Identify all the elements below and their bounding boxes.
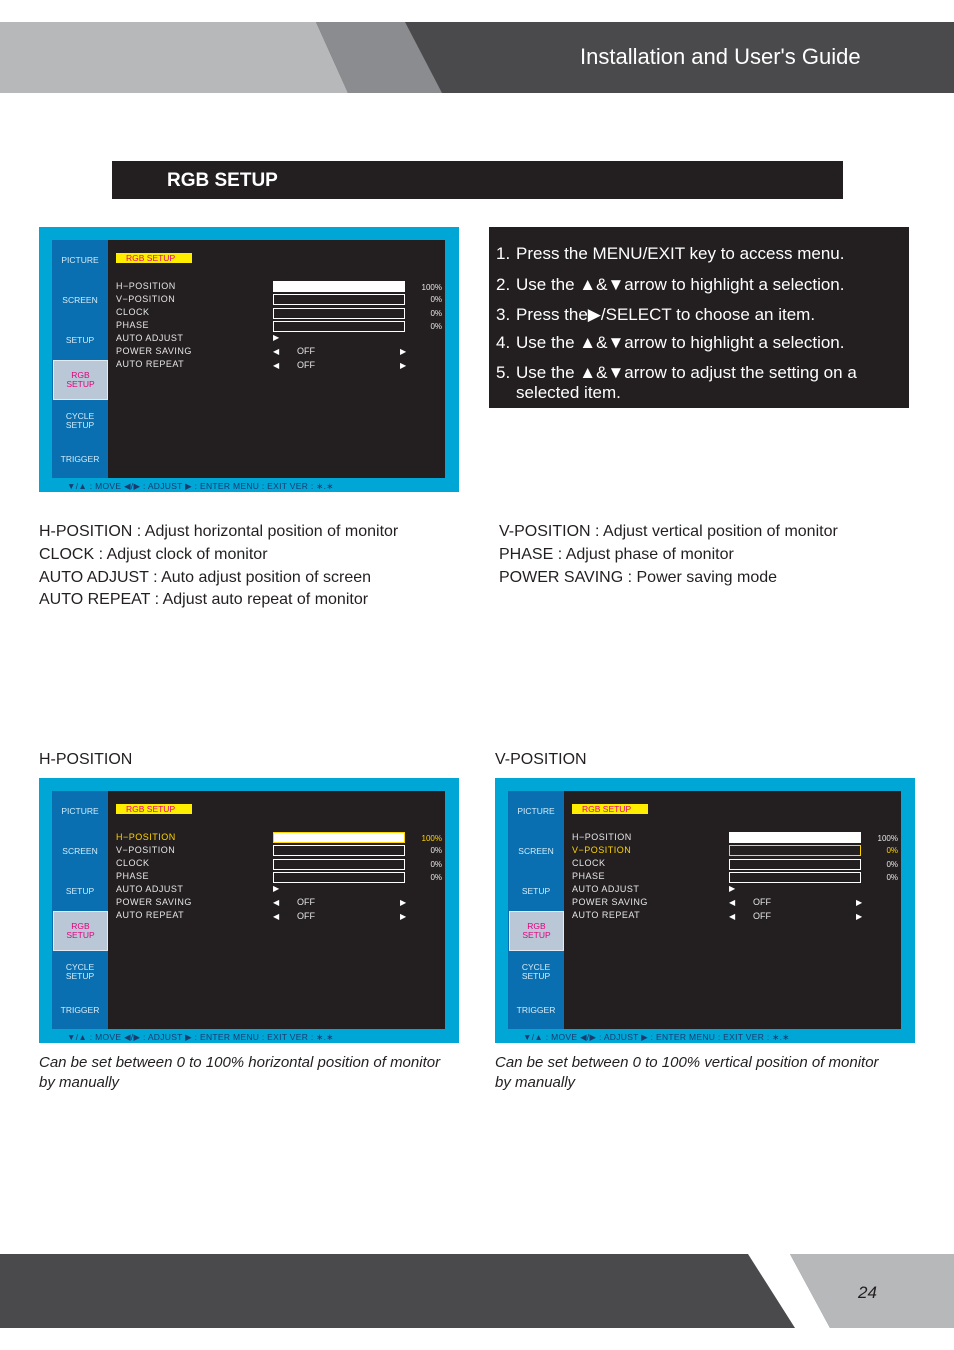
desc-v-position: V-POSITION : Adjust vertical position of monitor	[499, 523, 838, 540]
osd-left-arrow-icon: ◀	[729, 898, 736, 907]
osd-percent: 0%	[430, 295, 442, 304]
osd-right-arrow-icon: ▶	[273, 884, 280, 893]
osd-sidebar-picture: PICTURE	[61, 255, 99, 265]
osd-sidebar-trigger: TRIGGER	[60, 454, 100, 464]
osd-percent: 0%	[430, 309, 442, 318]
osd-item-clock: CLOCK	[116, 307, 150, 317]
instruction-step	[496, 305, 815, 325]
osd-right-arrow-icon: ▶	[400, 361, 407, 370]
section-title: RGB SETUP	[167, 170, 278, 191]
osd-item-auto-repeat: AUTO REPEAT	[572, 910, 641, 920]
osd-cycle-line1: CYCLE	[521, 962, 551, 972]
osd-percent: 0%	[430, 873, 442, 882]
osd-left-arrow-icon: ◀	[273, 347, 280, 356]
osd-main-panel	[108, 240, 445, 478]
step-text: Press the MENU/EXIT key to access menu.	[516, 244, 845, 263]
osd-slider	[273, 859, 405, 870]
osd-sidebar-trigger: TRIGGER	[60, 1005, 100, 1015]
osd-sidebar-picture: PICTURE	[517, 806, 555, 816]
desc-clock: CLOCK : Adjust clock of monitor	[39, 546, 268, 563]
osd-sidebar-rgb-setup-selected	[53, 360, 108, 400]
osd-item-power-saving: POWER SAVING	[116, 346, 192, 356]
caption-line: by manually	[39, 1074, 120, 1091]
caption-line: by manually	[495, 1074, 576, 1091]
v-position-label: V-POSITION	[495, 751, 587, 768]
desc-auto-adjust: AUTO ADJUST : Auto adjust position of screen	[39, 569, 372, 586]
step-number: 1.	[496, 244, 511, 263]
osd-item-auto-adjust: AUTO ADJUST	[116, 884, 184, 894]
osd-footer-hints: ▼/▲ : MOVE ◀/▶ : ADJUST ▶ : ENTER MENU : EXIT VER : ∗.∗	[67, 481, 334, 491]
osd-footer-hints: ▼/▲ : MOVE ◀/▶ : ADJUST ▶ : ENTER MENU : EXIT VER : ∗.∗	[67, 1032, 334, 1042]
osd-cycle-line1: CYCLE	[65, 962, 95, 972]
osd-percent: 100%	[421, 834, 442, 843]
osd-sidebar-setup: SETUP	[65, 886, 95, 896]
caption-line: Can be set between 0 to 100% vertical position of monitor	[495, 1054, 879, 1071]
osd-item-clock: CLOCK	[572, 858, 606, 868]
osd-item-h-position: H−POSITION	[572, 832, 632, 842]
step-number: 4.	[496, 333, 511, 352]
osd-item-auto-repeat: AUTO REPEAT	[116, 359, 185, 369]
footer-band	[0, 1254, 954, 1328]
osd-slider	[273, 845, 405, 856]
osd-percent: 100%	[877, 834, 898, 843]
osd-slider	[273, 294, 405, 305]
instruction-step	[496, 333, 844, 353]
osd-sidebar-cycle-setup	[52, 412, 108, 430]
osd-item-v-position: V−POSITION	[116, 294, 176, 304]
instructions-box	[489, 227, 909, 408]
osd-right-arrow-icon: ▶	[856, 912, 863, 921]
instruction-step	[496, 363, 857, 383]
osd-sidebar-setup: SETUP	[65, 335, 95, 345]
osd-sidebar-cycle-setup	[52, 963, 108, 981]
osd-cycle-line1: CYCLE	[65, 411, 95, 421]
osd-power-saving-value: OFF	[753, 897, 771, 907]
h-position-label: H-POSITION	[39, 751, 133, 768]
osd-cycle-line2: SETUP	[65, 971, 95, 981]
osd-auto-repeat-value: OFF	[297, 911, 315, 921]
header-title: Installation and User's Guide	[580, 44, 861, 69]
osd-slider	[273, 308, 405, 319]
osd-slider	[729, 845, 861, 856]
step-text: Use the ▲&▼arrow to adjust the setting on a	[516, 363, 857, 382]
osd-left-arrow-icon: ◀	[273, 898, 280, 907]
osd-right-arrow-icon: ▶	[400, 912, 407, 921]
desc-h-position: H-POSITION : Adjust horizontal position of monitor	[39, 523, 399, 540]
osd-screen-v-position	[495, 778, 915, 1043]
osd-left-arrow-icon: ◀	[729, 912, 736, 921]
step-text: Use the ▲&▼arrow to highlight a selection.	[516, 275, 845, 294]
h-position-caption	[39, 1053, 440, 1093]
page-number: 24	[858, 1283, 877, 1302]
osd-sidebar	[52, 240, 108, 478]
osd-cycle-line2: SETUP	[521, 971, 551, 981]
osd-sel-line1: RGB	[527, 921, 546, 931]
osd-item-auto-adjust: AUTO ADJUST	[572, 884, 640, 894]
osd-auto-repeat-value: OFF	[753, 911, 771, 921]
osd-slider	[729, 832, 861, 843]
osd-right-arrow-icon: ▶	[400, 898, 407, 907]
osd-percent: 0%	[430, 322, 442, 331]
osd-sidebar	[52, 791, 108, 1029]
step-number: 5.	[496, 363, 511, 382]
step-text: Press the▶/SELECT to choose an item.	[516, 305, 816, 324]
osd-percent: 0%	[886, 873, 898, 882]
osd-sidebar-setup: SETUP	[521, 886, 551, 896]
osd-footer-hints: ▼/▲ : MOVE ◀/▶ : ADJUST ▶ : ENTER MENU : EXIT VER : ∗.∗	[523, 1032, 790, 1042]
osd-slider	[273, 872, 405, 883]
osd-sidebar-picture: PICTURE	[61, 806, 99, 816]
osd-item-v-position: V−POSITION	[572, 845, 632, 855]
osd-slider	[273, 321, 405, 332]
osd-menu-title: RGB SETUP	[116, 804, 192, 814]
osd-sidebar-screen: SCREEN	[518, 846, 554, 856]
osd-percent: 0%	[430, 860, 442, 869]
osd-item-auto-adjust: AUTO ADJUST	[116, 333, 184, 343]
step-number: 2.	[496, 275, 511, 294]
osd-percent: 100%	[421, 283, 442, 292]
osd-menu-title: RGB SETUP	[572, 804, 648, 814]
osd-power-saving-value: OFF	[297, 897, 315, 907]
osd-screen-main	[39, 227, 459, 492]
caption-line: Can be set between 0 to 100% horizontal position of monitor	[39, 1054, 441, 1071]
desc-phase: PHASE : Adjust phase of monitor	[499, 546, 734, 563]
osd-sidebar-rgb-setup-selected	[53, 911, 108, 951]
osd-percent: 0%	[430, 846, 442, 855]
osd-cycle-line2: SETUP	[65, 420, 95, 430]
osd-item-clock: CLOCK	[116, 858, 150, 868]
osd-sidebar-trigger: TRIGGER	[516, 1005, 556, 1015]
osd-sidebar	[508, 791, 564, 1029]
osd-main-panel	[564, 791, 901, 1029]
step-text: Use the ▲&▼arrow to highlight a selection.	[516, 333, 845, 352]
osd-percent: 0%	[886, 846, 898, 855]
osd-right-arrow-icon: ▶	[729, 884, 736, 893]
osd-slider	[273, 832, 405, 843]
osd-right-arrow-icon: ▶	[856, 898, 863, 907]
osd-item-auto-repeat: AUTO REPEAT	[116, 910, 185, 920]
desc-auto-repeat: AUTO REPEAT : Adjust auto repeat of monitor	[39, 591, 369, 608]
osd-sel-line2: SETUP	[66, 930, 95, 940]
osd-sidebar-cycle-setup	[508, 963, 564, 981]
osd-left-arrow-icon: ◀	[273, 361, 280, 370]
osd-item-h-position: H−POSITION	[116, 281, 176, 291]
osd-sel-line2: SETUP	[66, 379, 95, 389]
osd-auto-repeat-value: OFF	[297, 360, 315, 370]
section-title-bar	[112, 161, 843, 199]
osd-sidebar-screen: SCREEN	[62, 295, 98, 305]
osd-slider	[729, 859, 861, 870]
osd-right-arrow-icon: ▶	[273, 333, 280, 342]
osd-item-phase: PHASE	[116, 871, 150, 881]
osd-right-arrow-icon: ▶	[400, 347, 407, 356]
osd-left-arrow-icon: ◀	[273, 912, 280, 921]
osd-sel-line1: RGB	[71, 370, 90, 380]
osd-sel-line1: RGB	[71, 921, 90, 931]
osd-sidebar-screen: SCREEN	[62, 846, 98, 856]
step-number: 3.	[496, 305, 511, 324]
osd-sel-line2: SETUP	[522, 930, 551, 940]
instruction-step-continued: selected item.	[516, 383, 621, 402]
desc-power-saving: POWER SAVING : Power saving mode	[499, 569, 778, 586]
osd-power-saving-value: OFF	[297, 346, 315, 356]
instruction-step	[496, 244, 844, 264]
osd-slider	[729, 872, 861, 883]
osd-item-phase: PHASE	[116, 320, 150, 330]
v-position-caption	[495, 1053, 879, 1093]
osd-item-v-position: V−POSITION	[116, 845, 176, 855]
instruction-step	[496, 275, 844, 295]
osd-item-power-saving: POWER SAVING	[572, 897, 648, 907]
osd-percent: 0%	[886, 860, 898, 869]
osd-sidebar-rgb-setup-selected	[509, 911, 564, 951]
osd-item-phase: PHASE	[572, 871, 606, 881]
osd-item-power-saving: POWER SAVING	[116, 897, 192, 907]
osd-item-h-position: H−POSITION	[116, 832, 176, 842]
osd-screen-h-position	[39, 778, 459, 1043]
osd-slider	[273, 281, 405, 292]
osd-menu-title: RGB SETUP	[116, 253, 192, 263]
osd-main-panel	[108, 791, 445, 1029]
